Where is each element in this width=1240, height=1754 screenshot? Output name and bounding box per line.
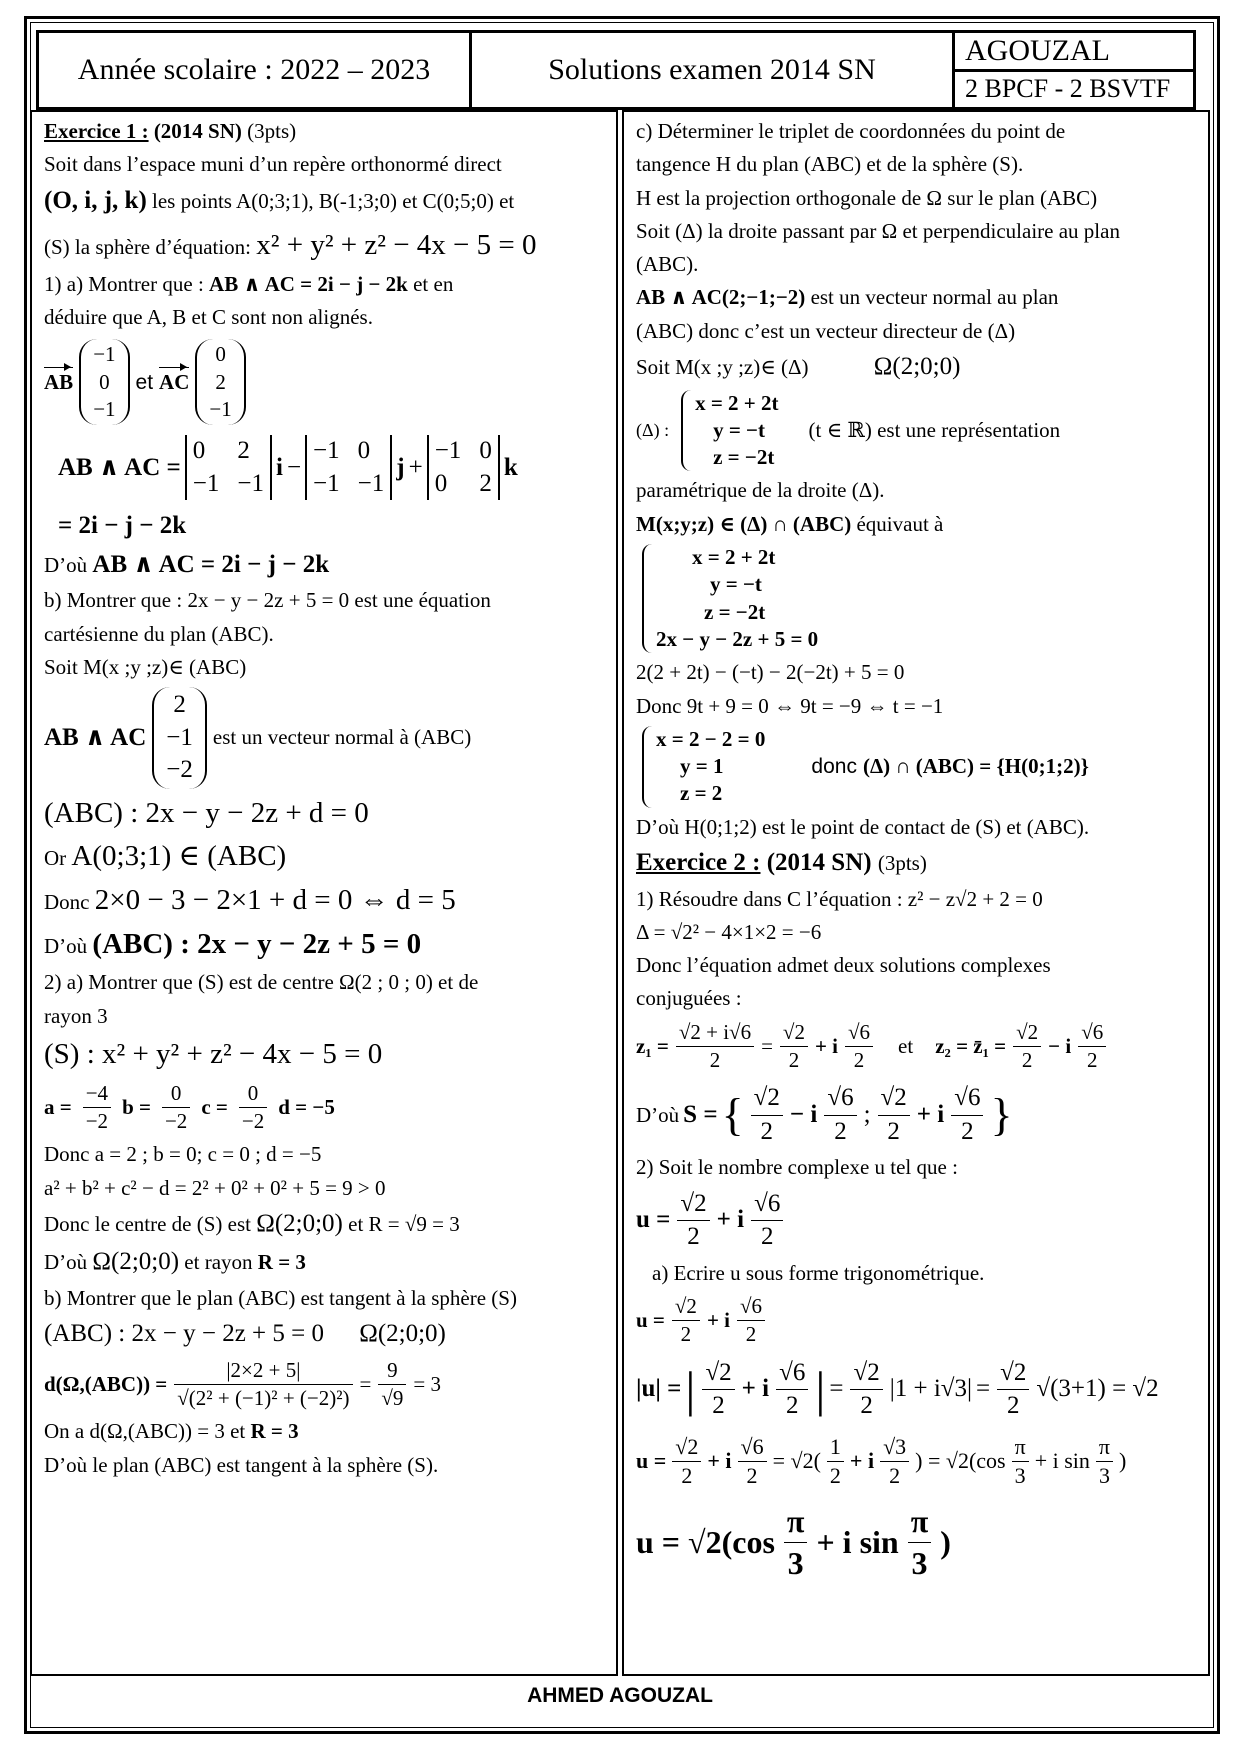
num: π: [908, 1501, 932, 1544]
det-cell: 2: [237, 437, 250, 465]
delta-label: (Δ) :: [636, 419, 670, 440]
den: 2: [712, 1392, 725, 1419]
q1b-line2: cartésienne du plan (ABC).: [44, 621, 274, 646]
frac: [737, 1293, 765, 1349]
den: 3: [787, 1545, 804, 1582]
ab-y: 0: [99, 369, 110, 394]
den: 3: [1014, 1463, 1026, 1489]
dou3-line: [44, 1246, 604, 1279]
den: 2: [760, 1117, 774, 1145]
num: √6: [951, 1082, 983, 1116]
num: √2: [1013, 1019, 1041, 1047]
frac: [951, 1082, 983, 1148]
den: 2: [709, 1048, 721, 1073]
n-y: −1: [166, 723, 193, 751]
frac: [672, 1433, 701, 1491]
det-cell: 0: [357, 437, 371, 465]
centre-text: Donc le centre de (S) est: [44, 1211, 251, 1236]
cross-product: [58, 435, 604, 500]
u-def: u = $\frac{√2}{2}$ + i $\frac{√6}{2}$: [636, 1188, 1196, 1254]
solution-set: D’où S = { $\frac{√2}{2}$ − i $\frac{√6}{2}$ ; $\frac{√2}{2}$ + i $\frac{√6}{2}$ }: [636, 1082, 1196, 1148]
param-system: [636, 390, 1196, 472]
centre-omega: Ω(2;0;0): [256, 1209, 343, 1237]
n-z: −2: [166, 756, 193, 784]
q2b-omega: Ω(2;0;0): [359, 1320, 446, 1348]
den: 2: [887, 1117, 900, 1145]
det-2: [305, 435, 392, 500]
num: 1: [827, 1433, 844, 1463]
normal-line2: (ABC) donc c’est un vecteur directeur de (Δ): [636, 318, 1016, 343]
mod-label: |u| =: [636, 1375, 682, 1403]
modulus: |u| = | $\frac{√2}{2}$ + i $\frac{√6}{2}$ | = $\frac{√2}{2}$ |1 + i√3| = $\frac{√2}{2}$ √(3+1) = √2: [636, 1357, 1196, 1423]
num: √6: [738, 1433, 767, 1463]
inter-tail: équivaut à: [856, 511, 944, 536]
num: π: [1096, 1433, 1113, 1463]
param-x: x = 2 + 2t: [695, 390, 779, 415]
den: −2: [241, 1108, 265, 1133]
contact-point: D’où H(0;1;2) est le point de contact de (S) et (ABC).: [636, 814, 1090, 839]
donc1-line: [44, 882, 604, 920]
delta-line2: (ABC).: [636, 252, 699, 277]
frac: [1013, 1019, 1041, 1075]
q2b-plane: [44, 1318, 604, 1351]
normal-eq: AB ∧ AC(2;−1;−2): [636, 285, 806, 310]
frac: [827, 1433, 844, 1491]
q1a-line2: déduire que A, B et C sont non alignés.: [44, 305, 373, 330]
ab-x: −1: [93, 342, 116, 367]
isin: + i sin: [816, 1523, 899, 1560]
dou3-r: R = 3: [257, 1250, 306, 1275]
header-right: [955, 33, 1193, 107]
dist-label: d(Ω,(ABC)) =: [44, 1371, 168, 1396]
dist-frac2: [378, 1357, 406, 1413]
frac-a: [83, 1080, 111, 1136]
ex2-heading: [636, 847, 1196, 880]
coef-a: a =: [44, 1094, 72, 1119]
sol-y: y = 1: [680, 754, 724, 779]
den: √9: [381, 1385, 404, 1410]
projection: H est la projection orthogonale de Ω sur le plan (ABC): [636, 185, 1098, 210]
den: 2: [860, 1392, 873, 1419]
det-cell: 2: [479, 469, 492, 497]
ex2-tag: (2014 SN): [766, 849, 872, 877]
normal-vector: [44, 687, 604, 789]
q1b-eq: 2x − y − 2z + 5 = 0: [187, 588, 350, 613]
inter-result: (Δ) ∩ (ABC) = {H(0;1;2)}: [862, 754, 1089, 779]
z2-label: z₂ = z̄₁ =: [935, 1033, 1007, 1058]
den: 2: [745, 1322, 757, 1347]
donc-word: Donc: [44, 890, 90, 915]
den: 2: [889, 1463, 901, 1489]
centre-r: R = √9 = 3: [368, 1211, 460, 1236]
ona-word: On a: [44, 1419, 85, 1444]
z1-frac: [676, 1019, 754, 1075]
num: 0: [239, 1080, 267, 1108]
et-word: et: [348, 1211, 364, 1236]
den: 2: [834, 1117, 847, 1145]
num: √2: [751, 1082, 783, 1116]
den: −2: [164, 1108, 188, 1133]
omega-point: Ω(2;0;0): [873, 353, 961, 381]
donc-t: Donc 9t + 9 = 0 ⇔ 9t = −9 ⇔ t = −1: [636, 693, 944, 718]
sol-brace: [642, 726, 765, 808]
mod-tail: √(3+1) = √2: [1036, 1375, 1159, 1403]
det-cell: 0: [192, 437, 206, 465]
den: −2: [85, 1108, 109, 1133]
det-cell: −1: [192, 469, 220, 497]
param-tail: (t ∈ ℝ) est une représentation: [808, 417, 1061, 442]
frac: [1078, 1019, 1106, 1075]
num: 0: [162, 1080, 190, 1108]
q2a-line: a) Ecrire u sous forme trigonométrique.: [652, 1260, 985, 1285]
donc-eq2: conjuguées :: [636, 986, 742, 1011]
frac: [784, 1501, 808, 1585]
inter-system: [642, 544, 818, 653]
centre-line: [44, 1208, 604, 1241]
final-label: u = √2(cos: [636, 1523, 775, 1560]
normal-line: [636, 284, 1196, 311]
den: 2: [1086, 1048, 1098, 1073]
sys-x: x = 2 + 2t: [692, 545, 776, 570]
num: √3: [880, 1433, 909, 1463]
j-vec: j: [396, 453, 405, 481]
plus-sign: +: [408, 453, 423, 481]
frac: [751, 1188, 783, 1254]
donc-word: donc: [811, 755, 857, 779]
q1-eq: z² − z√2 + 2 = 0: [907, 886, 1043, 911]
num: √2: [672, 1433, 701, 1463]
q2c-line: c) Déterminer le triplet de coordonnées du point de: [636, 119, 1066, 143]
cross-result: = 2i − j − 2k: [58, 512, 187, 540]
dou-word: D’où: [636, 1102, 680, 1127]
solution-system: [636, 726, 1196, 808]
trig-eq: = √2(: [772, 1448, 821, 1474]
ex1-title: Exercice 1 :: [44, 119, 149, 143]
num: −4: [83, 1080, 111, 1108]
normal-tail: est un vecteur normal au plan: [810, 285, 1059, 310]
tangent-conclusion: D’où le plan (ABC) est tangent à la sphère (S).: [44, 1452, 439, 1477]
num: |2×2 + 5|: [174, 1357, 352, 1385]
distance: [44, 1357, 604, 1413]
sphere-label: (S) la sphère d’équation:: [44, 235, 252, 260]
ac-x: 0: [215, 342, 226, 367]
ona-eq: d(Ω,(ABC)) = 3: [89, 1419, 225, 1444]
frac: [850, 1357, 882, 1423]
det-cell: −1: [313, 469, 340, 497]
den: 3: [1098, 1463, 1110, 1489]
q1a-eq: AB ∧ AC = 2i − j − 2k: [209, 271, 408, 296]
soit-m: Soit M(x ;y ;z)∈ (Δ): [636, 355, 809, 380]
dist-frac: [174, 1357, 352, 1413]
dou-word: D’où: [44, 1250, 88, 1275]
intro-line1: Soit dans l’espace muni d’un repère orthonormé direct: [44, 152, 502, 177]
num: √6: [751, 1188, 783, 1222]
param-y: y = −t: [713, 417, 766, 442]
den: 2: [961, 1117, 974, 1145]
sys-y: y = −t: [710, 572, 762, 597]
dou-word: D’où: [44, 552, 88, 577]
or-eq: A(0;3;1) ∈ (ABC): [71, 840, 287, 873]
soit-m-delta: [636, 351, 1196, 384]
donc-coefs: Donc a = 2 ; b = 0; c = 0 ; d = −5: [44, 1142, 322, 1167]
q1b-tail: est une équation: [354, 588, 491, 613]
frac: [776, 1357, 808, 1423]
dou1-line: [44, 549, 604, 582]
q1a-line: [44, 271, 604, 298]
dou3-tail: et rayon: [184, 1250, 253, 1275]
num: √2: [878, 1082, 910, 1116]
header-table: [36, 30, 1196, 110]
coefficients: [44, 1080, 604, 1136]
ex2-title: Exercice 2 :: [636, 849, 761, 877]
ex1-tag: (2014 SN): [153, 119, 242, 143]
frac: [780, 1019, 808, 1075]
u-label: u =: [636, 1308, 665, 1333]
num: √2: [780, 1019, 808, 1047]
ab-vector: [79, 339, 129, 425]
et-word: et: [898, 1033, 914, 1058]
q1-line: [636, 886, 1196, 913]
num: √2: [997, 1357, 1029, 1391]
param-brace: [681, 390, 778, 472]
sum-eq: a² + b² + c² − d = 2² + 0² + 0² + 5 = 9 > 0: [44, 1175, 386, 1200]
ex1-heading: [44, 118, 604, 145]
num: 9: [378, 1357, 406, 1385]
den: 2: [687, 1223, 700, 1251]
q1b-line: [44, 587, 604, 614]
discriminant: Δ = √2² − 4×1×2 = −6: [636, 919, 822, 944]
trig-res: ) = √2(cos: [915, 1448, 1006, 1474]
s-label: S =: [683, 1101, 718, 1129]
n-x: 2: [173, 691, 186, 719]
roots: z₁ = $\frac{√2 + i√6}{2}$ = $\frac{√2}{2}$ + i $\frac{√6}{2}$ et z₂ = z̄₁ = $\frac{√2}{2}$ − i $\frac{√6}{2}$: [636, 1019, 1196, 1075]
points-text: les points A(0;3;1), B(-1;3;0) et C(0;5;0) et: [152, 188, 515, 213]
num: √6: [824, 1082, 856, 1116]
vectors-ab-ac: [44, 339, 604, 425]
q2a-line2: rayon 3: [44, 1003, 108, 1028]
frac: [738, 1433, 767, 1491]
den: 2: [681, 1463, 693, 1489]
param-line2: paramétrique de la droite (Δ).: [636, 478, 885, 503]
inter-eq: M(x;y;z) ∈ (Δ) ∩ (ABC): [636, 511, 852, 536]
frac: [677, 1188, 709, 1254]
frac: [672, 1293, 700, 1349]
i-vec: i: [275, 453, 283, 481]
det-cell: 0: [434, 469, 448, 497]
inter-line: [636, 511, 1196, 538]
intro-line3: [44, 227, 604, 265]
trig-form: u = $\frac{√2}{2}$ + i $\frac{√6}{2}$ = √2( $\frac{1}{2}$ + i $\frac{√3}{2}$ ) = √2(cos $\frac{\pi}{3}$ + i sin $\frac{\pi}{3}$ ): [636, 1433, 1196, 1491]
det-cell: −1: [357, 469, 385, 497]
donc-eq1: Donc l’équation admet deux solutions complexes: [636, 953, 1051, 978]
et-word: et: [135, 370, 154, 394]
dou-word: D’où: [44, 933, 88, 958]
det-cell: 0: [479, 437, 492, 465]
sol-z: z = 2: [680, 781, 723, 806]
coef-b: b =: [122, 1094, 151, 1119]
den: 2: [829, 1463, 841, 1489]
num: √6: [845, 1019, 873, 1047]
den: 2: [788, 1048, 800, 1073]
frac-b: [162, 1080, 190, 1136]
k-vec: k: [503, 453, 518, 481]
dou1-eq: AB ∧ AC = 2i − j − 2k: [92, 550, 330, 578]
isin: + i sin: [1034, 1448, 1090, 1474]
intro-line2: [44, 185, 604, 218]
eq-sign: =: [359, 1371, 372, 1396]
num: √2: [850, 1357, 882, 1391]
ac-vector: [195, 339, 245, 425]
frac: [751, 1082, 783, 1148]
plane-equation: (ABC) : 2x − y − 2z + 5 = 0: [92, 927, 422, 960]
num: √2 + i√6: [676, 1019, 754, 1047]
or-line: [44, 838, 604, 876]
ona-r: R = 3: [250, 1419, 299, 1444]
minus-sign: −: [286, 453, 302, 481]
frac-c: [239, 1080, 267, 1136]
final-form: [636, 1501, 1196, 1585]
q1-text: 1) Résoudre dans C l’équation :: [636, 886, 903, 911]
dou2-line: [44, 926, 604, 964]
ab-label: AB: [44, 369, 73, 396]
det-cell: −1: [434, 437, 462, 465]
det-1: [185, 435, 272, 500]
det-cell: −1: [313, 437, 340, 465]
sphere-equation: x² + y² + z² − 4x − 5 = 0: [256, 229, 537, 262]
num: √2: [672, 1293, 700, 1321]
q2-line: 2) Soit le nombre complexe u tel que :: [636, 1155, 958, 1180]
u-label: u =: [636, 1206, 671, 1234]
school-year: Année scolaire : 2022 – 2023: [39, 33, 472, 107]
substitution: 2(2 + 2t) − (−t) − 2(−2t) + 5 = 0: [636, 660, 905, 685]
q2b-plane-eq: (ABC) : 2x − y − 2z + 5 = 0: [44, 1320, 324, 1348]
den: 2: [1021, 1048, 1033, 1073]
num: √6: [776, 1357, 808, 1391]
den: 2: [785, 1392, 799, 1419]
num: √2: [702, 1357, 734, 1391]
q1a-tail: et en: [413, 271, 454, 296]
close-paren: ): [940, 1523, 951, 1560]
sol-x: x = 2 − 2 = 0: [656, 726, 766, 751]
z1-label: z₁ =: [636, 1033, 669, 1058]
sphere-eq2: (S) : x² + y² + z² − 4x − 5 = 0: [44, 1038, 383, 1070]
den: 2: [746, 1463, 758, 1489]
det-cell: −1: [237, 469, 264, 497]
close-paren: ): [1119, 1448, 1127, 1474]
den: √(2² + (−1)² + (−2)²): [177, 1385, 350, 1410]
q2a-line: 2) a) Montrer que (S) est de centre Ω(2 ; 0 ; 0) et de: [44, 970, 479, 995]
num: π: [1012, 1433, 1029, 1463]
den: 2: [760, 1223, 774, 1251]
or-word: Or: [44, 846, 67, 871]
u-def2: u = $\frac{√2}{2}$ + i $\frac{√6}{2}$: [636, 1293, 1196, 1349]
sys-plane: 2x − y − 2z + 5 = 0: [656, 626, 819, 651]
frac: [880, 1433, 909, 1491]
ex1-points: (3pts): [247, 119, 297, 143]
frac: [1012, 1433, 1029, 1491]
normal-text: est un vecteur normal à (ABC): [212, 725, 472, 750]
dou3-omega: Ω(2;0;0): [92, 1248, 180, 1276]
author-name: AGOUZAL: [955, 33, 1193, 72]
frac: [1096, 1433, 1113, 1491]
donc1-eq: 2×0 − 3 − 2×1 + d = 0 ⇔ d = 5: [94, 884, 456, 917]
ab-z: −1: [93, 396, 116, 421]
num: √6: [1078, 1019, 1106, 1047]
coef-d: d = −5: [278, 1094, 335, 1119]
class-names: 2 BPCF - 2 BSVTF: [965, 74, 1171, 104]
coef-c: c =: [201, 1094, 228, 1119]
q2b-line: b) Montrer que le plan (ABC) est tangent à la sphère (S): [44, 1285, 517, 1310]
doc-title: Solutions examen 2014 SN: [472, 33, 955, 107]
frac: [878, 1082, 910, 1148]
cross-label: AB ∧ AC =: [58, 453, 181, 481]
den: 2: [1006, 1392, 1020, 1419]
num: √6: [737, 1293, 765, 1321]
num: π: [784, 1501, 808, 1544]
plane-general: (ABC) : 2x − y − 2z + d = 0: [44, 796, 369, 829]
delta-line1: Soit (Δ) la droite passant par Ω et perpendiculaire au plan: [636, 218, 1120, 243]
ex2-points: (3pts): [877, 851, 927, 876]
normal-coords: [152, 687, 207, 789]
frac: [824, 1082, 856, 1148]
q1a-text: 1) a) Montrer que :: [44, 271, 204, 296]
ac-label: AC: [159, 369, 189, 396]
den: 3: [911, 1545, 928, 1582]
ona-line: [44, 1418, 604, 1445]
det-3: [427, 435, 500, 500]
frac: [845, 1019, 873, 1075]
den: 2: [853, 1048, 865, 1073]
footer-author: AHMED AGOUZAL: [527, 1684, 713, 1707]
basis: (O, i, j, k): [44, 186, 147, 214]
num: √2: [677, 1188, 709, 1222]
dist-result: = 3: [413, 1371, 441, 1396]
param-z: z = −2t: [713, 445, 775, 470]
q1b-text: b) Montrer que :: [44, 588, 183, 613]
soit-m: Soit M(x ;y ;z)∈ (ABC): [44, 654, 247, 679]
frac: [997, 1357, 1029, 1423]
u-label: u =: [636, 1448, 667, 1474]
frac: [908, 1501, 932, 1585]
mod-mid: |1 + i√3|: [889, 1375, 972, 1403]
right-column: [622, 110, 1210, 1676]
q2c-line2: tangence H du plan (ABC) et de la sphère (S).: [636, 152, 1024, 177]
normal-label: AB ∧ AC: [44, 723, 147, 751]
et-word: et: [230, 1419, 246, 1444]
den: 2: [680, 1322, 692, 1347]
ac-z: −1: [209, 396, 232, 421]
left-column: [30, 110, 618, 1676]
sys-z: z = −2t: [704, 599, 766, 624]
frac: [702, 1357, 734, 1423]
ac-y: 2: [215, 369, 226, 394]
